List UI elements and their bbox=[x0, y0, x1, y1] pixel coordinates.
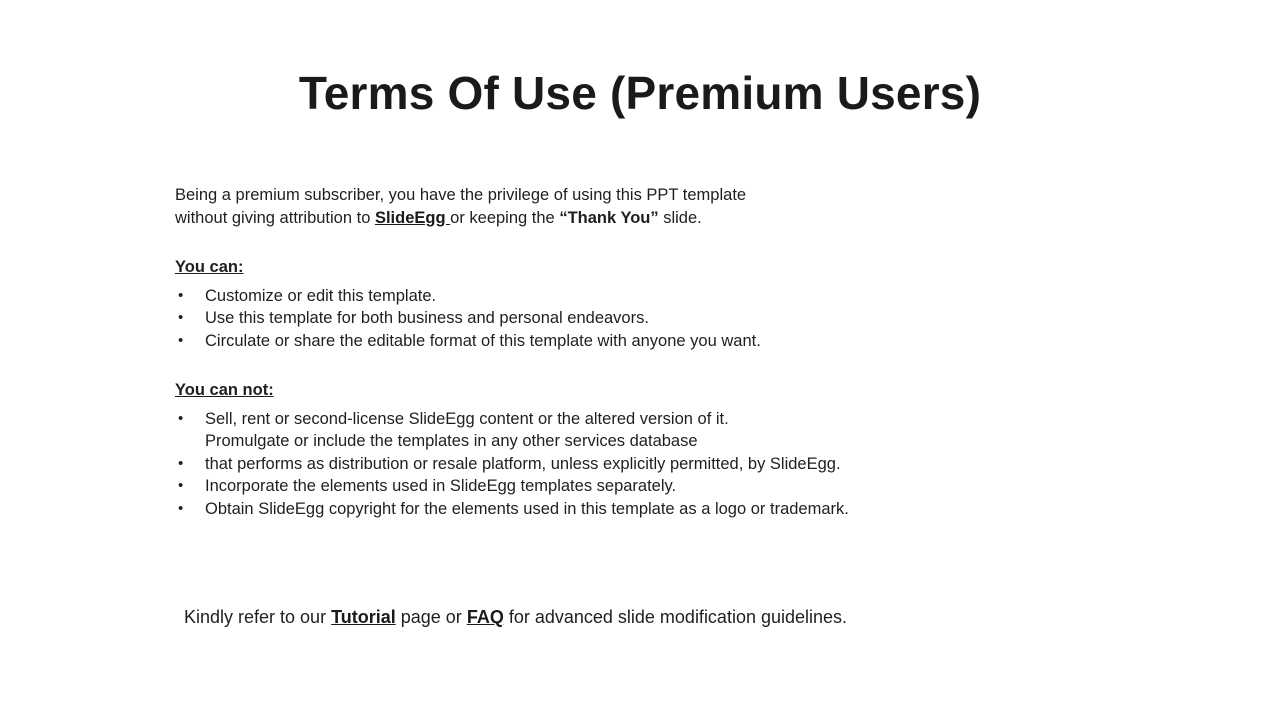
list-item-subtext: Promulgate or include the templates in any other services database bbox=[205, 432, 698, 450]
bullet-icon: • bbox=[178, 499, 184, 517]
list-item-text: Customize or edit this template. bbox=[205, 286, 437, 305]
list-item bbox=[175, 475, 1075, 498]
list-item-text: Incorporate the elements used in SlideEgg templates separately. bbox=[205, 477, 677, 495]
bullet-icon: • bbox=[178, 286, 184, 304]
slideegg-link[interactable]: SlideEgg bbox=[374, 208, 451, 227]
list-item bbox=[175, 453, 1075, 476]
intro-line-2-pre: without giving attribution to bbox=[175, 208, 375, 227]
slide-body bbox=[175, 184, 1075, 520]
you-can-list bbox=[175, 285, 1075, 353]
you-can-not-list bbox=[175, 408, 1075, 521]
intro-line-2-mid: or keeping the bbox=[450, 208, 560, 227]
list-item-text: Sell, rent or second-license SlideEgg content or the altered version of it. bbox=[205, 409, 729, 428]
bullet-icon: • bbox=[178, 454, 184, 472]
list-item-text: that performs as distribution or resale platform, unless explicitly permitted, by SlideEgg. bbox=[205, 454, 841, 473]
you-can-not-heading: You can not: bbox=[175, 381, 274, 399]
intro-line-1: Being a premium subscriber, you have the privilege of using this PPT template bbox=[175, 186, 747, 204]
footer-pre: Kindly refer to our bbox=[184, 607, 332, 627]
intro-line-2-post: slide. bbox=[658, 208, 702, 227]
faq-link[interactable]: FAQ bbox=[466, 607, 504, 627]
list-item-text: Obtain SlideEgg copyright for the elements used in this template as a logo or trademark. bbox=[205, 499, 849, 518]
list-item bbox=[175, 408, 1075, 453]
footer-mid: page or bbox=[395, 607, 467, 627]
list-item bbox=[175, 285, 1075, 308]
bullet-icon: • bbox=[178, 309, 184, 326]
tutorial-link[interactable]: Tutorial bbox=[331, 607, 396, 627]
thank-you-quote: “Thank You” bbox=[559, 208, 659, 227]
list-item bbox=[175, 330, 1075, 353]
footer-note bbox=[184, 605, 1184, 629]
intro-line-2 bbox=[175, 207, 1075, 230]
list-item bbox=[175, 498, 1075, 521]
intro-paragraph bbox=[175, 184, 1075, 229]
list-item-text: Use this template for both business and personal endeavors. bbox=[205, 309, 649, 327]
bullet-icon: • bbox=[178, 331, 184, 349]
you-can-heading: You can: bbox=[175, 258, 244, 276]
bullet-icon: • bbox=[178, 409, 184, 427]
bullet-icon: • bbox=[178, 477, 184, 494]
footer-post: for advanced slide modification guidelines. bbox=[503, 607, 848, 627]
list-item bbox=[175, 307, 1075, 330]
list-item-text: Circulate or share the editable format of this template with anyone you want. bbox=[205, 331, 761, 350]
page-title: Terms Of Use (Premium Users) bbox=[298, 67, 982, 119]
